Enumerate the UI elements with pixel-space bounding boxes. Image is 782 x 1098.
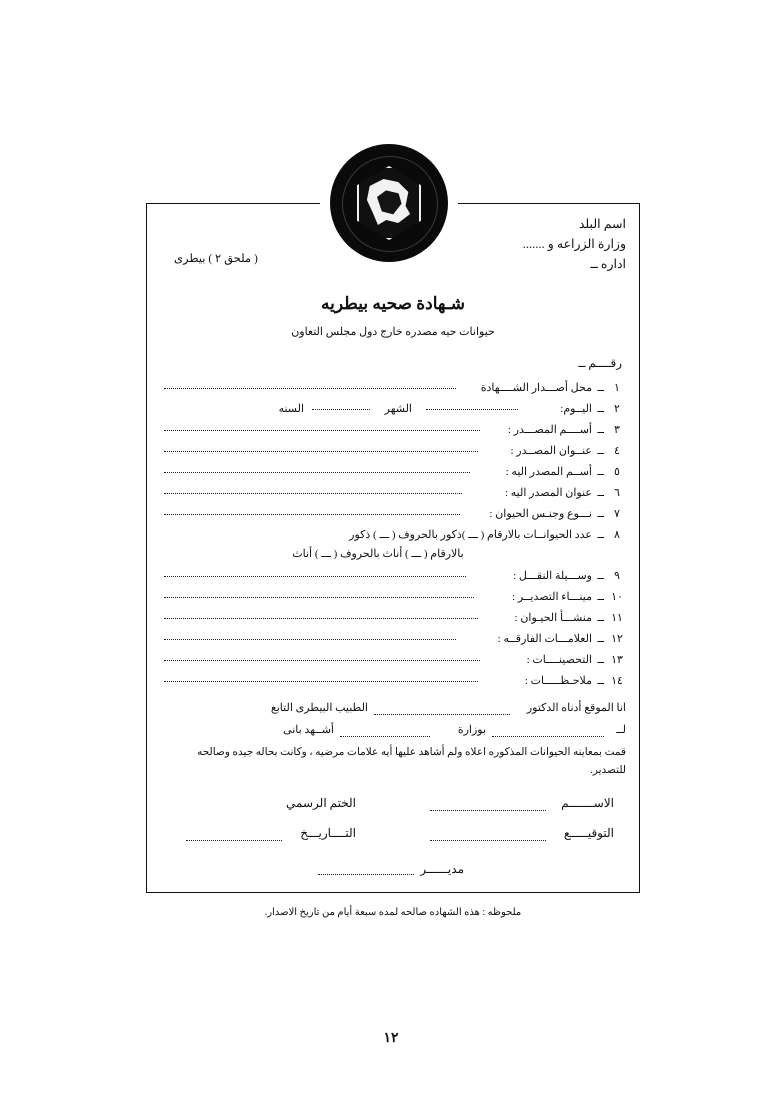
header-ministry: وزارة الزراعه و .......	[522, 237, 626, 251]
page-number: ١٢	[383, 1031, 399, 1046]
item-dash: ــ	[597, 487, 604, 499]
date-label: التــــاريـــخ	[300, 825, 356, 840]
item-number: ٢	[614, 403, 620, 415]
item-number: ٨	[614, 529, 620, 541]
item-dash: ــ	[597, 445, 604, 457]
reference-number-label: رقــــم ــ	[578, 356, 622, 370]
form-item-8-second-line	[160, 546, 626, 566]
item-number: ٤	[614, 445, 620, 457]
header-country: اسم البلد	[578, 217, 626, 231]
signature-label: التوقيـــــع	[563, 825, 614, 840]
ministry-field[interactable]	[340, 735, 430, 737]
header-department: اداره ــ	[590, 257, 626, 271]
item-month-field[interactable]	[312, 408, 370, 410]
item-day-field[interactable]	[426, 408, 518, 410]
form-item-10	[160, 587, 626, 608]
form-item-7	[160, 504, 626, 525]
item-label: نـــوع وجنـس الحيوان :	[489, 508, 592, 520]
manager-row	[160, 860, 626, 882]
item-dash: ــ	[597, 675, 604, 687]
form-item-8	[160, 525, 626, 546]
national-emblem-seal	[330, 144, 448, 262]
item-year-label: السنه	[278, 403, 304, 415]
declaration-line-1	[160, 698, 626, 720]
official-seal-label: الختم الرسمي	[286, 795, 356, 810]
item-number: ٧	[614, 508, 620, 520]
item-dash: ــ	[597, 403, 604, 415]
item-label: أســم المصدر اليه :	[505, 466, 592, 478]
signature-field[interactable]	[430, 839, 546, 841]
declaration-ministry-label: بوزارة	[457, 724, 486, 736]
item-dash: ــ	[597, 591, 604, 603]
page-subtitle: حيوانات حيه مصدره خارج دول مجلس التعاون	[291, 325, 495, 338]
item-number: ٥	[614, 466, 620, 478]
item-label: العلامـــات الفارقــه :	[497, 633, 592, 645]
manager-field[interactable]	[318, 874, 414, 875]
item-dotted-field[interactable]	[164, 387, 456, 389]
item-month-label: الشهر	[384, 403, 412, 415]
item-dash: ــ	[597, 529, 604, 541]
item-label: وســـيلة النقـــل :	[513, 570, 592, 582]
item-label: عدد الحيوانــات بالارقام ( ـــ )ذكور بالحروف ( ـــ ) ذكور	[349, 529, 592, 541]
declaration-suffix: أشــهد بانى	[283, 724, 334, 736]
form-item-9	[160, 566, 626, 587]
item-dotted-field[interactable]	[164, 638, 456, 640]
item-label: مينـــاء التصديــر :	[512, 591, 592, 603]
item-dash: ــ	[597, 612, 604, 624]
manager-label: مديــــــر	[420, 861, 464, 876]
item-label: عنــوان المصــدر :	[510, 445, 592, 457]
form-item-13	[160, 650, 626, 671]
declaration-paragraph: قمت بمعاينه الحيوانات المذكوره اعلاه ولم أشاهد عليها أيه علامات مرضيه ، وكانت بحاله جيده وصالحه للتصدير.	[197, 747, 626, 776]
item-label: التحصينــــات :	[526, 654, 592, 666]
item-dotted-field[interactable]	[164, 450, 478, 452]
footnote: ملحوظه : هذه الشهاده صالحه لمده سبعة أيام من تاريخ الاصدار.	[264, 906, 522, 918]
item-number: ١٤	[611, 675, 623, 687]
item-dotted-field[interactable]	[164, 513, 460, 515]
page-title: شـهادة صحيه بيطريه	[321, 294, 465, 313]
declaration-text-right: انا الموقع أدناه الدكتور	[526, 702, 626, 714]
form-item-2	[160, 399, 626, 420]
item-number: ٦	[614, 487, 620, 499]
form-item-6	[160, 483, 626, 504]
item-number: ١٣	[611, 654, 623, 666]
form-item-1	[160, 378, 626, 399]
item-dotted-field[interactable]	[164, 659, 480, 661]
item-dotted-field[interactable]	[164, 429, 480, 431]
certificate-content	[160, 215, 626, 918]
item-dash: ــ	[597, 382, 604, 394]
item-dotted-field[interactable]	[164, 471, 470, 473]
form-item-12	[160, 629, 626, 650]
item-dash: ــ	[597, 654, 604, 666]
form-item-11	[160, 608, 626, 629]
item-label: أســــم المصـــدر :	[507, 424, 592, 436]
item-dotted-field[interactable]	[164, 596, 474, 598]
item-dash: ــ	[597, 508, 604, 520]
item-label: ملاحـظـــــات :	[524, 675, 592, 687]
doctor-name-field[interactable]	[374, 713, 510, 715]
declaration-prefix: لــ	[616, 724, 626, 736]
item-dotted-field[interactable]	[164, 492, 462, 494]
signature-block	[160, 794, 626, 860]
name-field[interactable]	[430, 809, 546, 811]
header-annex: ( ملحق ٢ ) بيطرى	[174, 253, 258, 265]
item-dotted-field[interactable]	[164, 617, 478, 619]
item-label: محل أصـــدار الشــــهادة	[480, 382, 592, 394]
name-label: الاســـــــم	[561, 795, 614, 810]
form-item-14	[160, 671, 626, 692]
item-label: منشـــأ الحيـوان :	[514, 612, 592, 624]
item-dash: ــ	[597, 633, 604, 645]
form-item-5	[160, 462, 626, 483]
item-number: ١٢	[611, 633, 623, 645]
divider	[176, 892, 610, 893]
item-dotted-field[interactable]	[164, 575, 466, 577]
form-items	[160, 378, 626, 692]
item-number: ١١	[611, 612, 623, 624]
form-item-4	[160, 441, 626, 462]
item-dash: ــ	[597, 570, 604, 582]
item-label: عنوان المصدر اليه :	[504, 487, 592, 499]
item-dash: ــ	[597, 466, 604, 478]
item-label-continued: بالارقام ( ـــ ) أناث بالحروف ( ـــ ) أناث	[292, 548, 464, 560]
item-label: اليــوم:	[560, 403, 592, 415]
item-number: ٩	[614, 570, 620, 582]
declaration-text-left: الطبيب البيطرى التابع	[270, 702, 368, 714]
authority-field[interactable]	[492, 735, 604, 737]
item-number: ١٠	[611, 591, 623, 603]
date-field[interactable]	[186, 839, 282, 841]
declaration-block	[160, 698, 626, 780]
declaration-line-2	[160, 720, 626, 742]
form-item-3	[160, 420, 626, 441]
item-number: ٣	[614, 424, 620, 436]
item-dotted-field[interactable]	[164, 680, 478, 682]
item-dash: ــ	[597, 424, 604, 436]
item-number: ١	[614, 382, 620, 394]
